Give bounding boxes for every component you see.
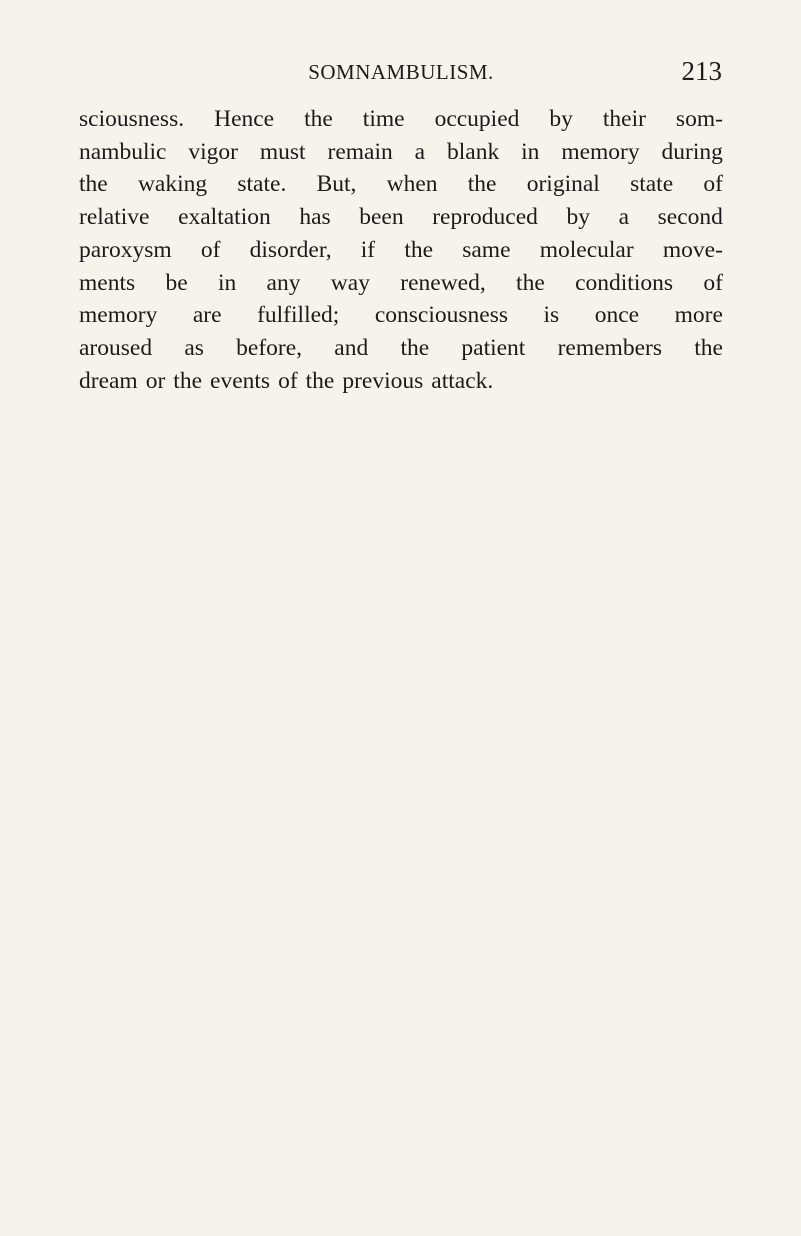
word: of [278,367,298,394]
word: relative [79,204,150,231]
word: be [165,269,188,296]
text-line [79,234,723,267]
word: any [266,269,301,296]
text-line [79,332,723,365]
word: state. [237,171,287,198]
word: the [467,171,497,198]
word: of [200,236,221,263]
word: exaltation [178,204,271,231]
word: renewed, [400,269,486,296]
word: the [404,236,434,263]
text-line [79,267,723,300]
word: and [334,334,369,361]
word: time [362,106,405,132]
word: memory [79,302,158,329]
word: occupied [434,106,520,132]
word: dream [79,367,138,394]
word: is [543,302,560,329]
word: memory [561,138,640,165]
word: som- [675,106,723,132]
text-line [79,201,723,234]
word: patient [461,334,526,361]
word: a [618,204,630,231]
word: or [145,367,166,394]
word: same [462,236,511,263]
word: second [657,204,723,231]
text-line [79,136,723,169]
word: aroused [79,334,153,361]
word: the [694,334,723,361]
running-head [80,56,722,96]
word: has [299,204,331,231]
word: before, [236,334,303,361]
text-line [79,365,723,398]
word: move- [662,236,723,263]
word: remembers [557,334,662,361]
word: of [703,269,723,296]
word: nambulic [79,138,167,165]
word: of [703,171,723,198]
word: ments [79,269,136,296]
word: their [602,106,646,132]
word: conditions [575,269,673,296]
text-line [79,103,723,136]
word: Hence [214,106,275,132]
word: sciousness. [79,106,185,132]
word: original [526,171,600,198]
word: in [521,138,540,165]
word: the [304,106,333,132]
word: But, [316,171,357,198]
word: vigor [188,138,238,165]
text-line [79,299,723,332]
page-number: 213 [681,56,722,86]
word: fulfilled; [257,302,340,329]
word: if [360,236,376,263]
word: waking [137,171,208,198]
word: once [594,302,640,329]
word: in [217,269,237,296]
word: a [414,138,426,165]
word: state [630,171,674,198]
word: the [516,269,545,296]
word: more [674,302,723,329]
word: events [210,367,271,394]
word: blank [447,138,500,165]
body-paragraph [79,103,723,397]
word: remain [327,138,393,165]
word: the [79,171,108,198]
word: way [330,269,370,296]
word: molecular [539,236,634,263]
word: are [192,302,222,329]
word: paroxysm [79,236,172,263]
word: the [305,367,335,394]
word: when [386,171,438,198]
text-line [79,168,723,201]
word: must [259,138,306,165]
word: consciousness [374,302,508,329]
running-title: SOMNAMBULISM. [308,60,494,84]
word: as [184,334,204,361]
word: been [359,204,404,231]
word: during [661,138,723,165]
word: disorder, [249,236,332,263]
word: reproduced [432,204,538,231]
word: previous [342,367,424,394]
word: by [549,106,573,132]
word: by [566,204,591,231]
word: the [400,334,430,361]
word: attack. [431,367,494,394]
word: the [173,367,203,394]
